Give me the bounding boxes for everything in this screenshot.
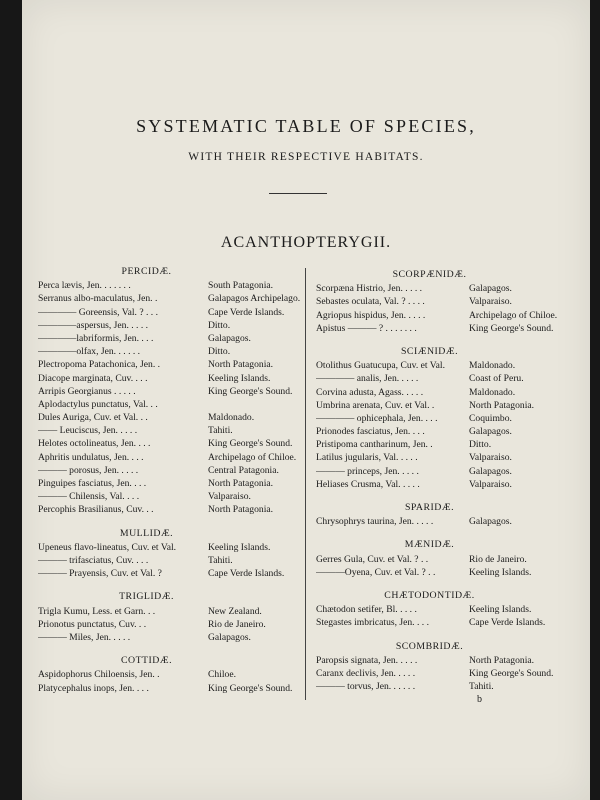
habitat: Tahiti. — [208, 554, 233, 566]
species-name: ———— ophicephala, Jen. . . . — [316, 412, 438, 424]
habitat: Ditto. — [208, 319, 231, 331]
family-heading: TRIGLIDÆ. — [119, 591, 174, 603]
species-row — [38, 477, 303, 490]
species-row — [316, 295, 591, 308]
species-name: ————labriformis, Jen. . . . — [38, 332, 154, 344]
species-row — [316, 603, 591, 616]
species-row — [316, 465, 591, 478]
habitat: Cape Verde Islands. — [208, 568, 285, 580]
species-row — [38, 385, 303, 398]
species-name: —— Leuciscus, Jen. . . . . — [38, 425, 138, 437]
species-row — [38, 345, 303, 358]
species-row — [38, 306, 303, 319]
species-row — [38, 437, 303, 450]
habitat: Keeling Islands. — [208, 372, 271, 384]
habitat: South Patagonia. — [208, 280, 274, 292]
habitat: Central Patagonia. — [208, 464, 279, 476]
species-name: Platycephalus inops, Jen. . . . — [38, 682, 149, 694]
species-name: Prionotus punctatus, Cuv. . . — [38, 618, 147, 630]
species-name: ————aspersus, Jen. . . . . — [38, 319, 149, 331]
right-column — [305, 268, 591, 700]
species-row — [38, 554, 303, 567]
habitat: Tahiti. — [469, 681, 494, 693]
family-heading: SCIÆNIDÆ. — [400, 345, 459, 357]
species-row — [316, 515, 591, 528]
species-name: Heliases Crusma, Val. . . . . — [316, 478, 420, 490]
habitat: Coast of Peru. — [469, 373, 524, 385]
book-page — [22, 0, 590, 800]
habitat: Galapagos. — [469, 516, 512, 528]
habitat: Galapagos. — [469, 465, 512, 477]
habitat: North Patagonia. — [208, 359, 274, 371]
species-name: ————olfax, Jen. . . . . . — [38, 346, 141, 358]
species-name: Chætodon setifer, Bl. . . . . — [316, 604, 417, 616]
species-name: Perca lævis, Jen. . . . . . . — [38, 280, 131, 292]
species-row — [38, 567, 303, 580]
species-row — [38, 372, 303, 385]
species-name: Aplodactylus punctatus, Val. . . — [38, 398, 158, 410]
species-row — [38, 319, 303, 332]
species-row — [38, 424, 303, 437]
species-row — [316, 553, 591, 566]
species-row — [316, 616, 591, 629]
habitat: Valparaiso. — [469, 296, 512, 308]
family-heading: SCOMBRIDÆ. — [395, 640, 464, 652]
species-name: Dules Auriga, Cuv. et Val. . . — [38, 412, 148, 424]
order-heading: ACANTHOPTERYGII. — [220, 234, 392, 251]
page-subtitle: WITH THEIR RESPECTIVE HABITATS. — [188, 151, 424, 163]
species-name: Helotes octolineatus, Jen. . . . — [38, 438, 151, 450]
family-heading: SPARIDÆ. — [404, 502, 455, 514]
species-row — [38, 503, 303, 516]
species-row — [316, 654, 591, 667]
habitat: King George's Sound. — [208, 438, 293, 450]
habitat: Galapagos Archipelago. — [208, 293, 301, 305]
species-name: ———Oyena, Cuv. et Val. ? . . — [316, 566, 436, 578]
left-column — [38, 265, 303, 695]
species-name: Prionodes fasciatus, Jen. . . . — [316, 426, 425, 438]
species-name: Plectropoma Patachonica, Jen. . — [38, 359, 161, 371]
habitat: Archipelago of Chiloe. — [469, 309, 558, 321]
habitat: Valparaiso. — [208, 491, 251, 503]
species-row — [38, 451, 303, 464]
species-row — [38, 668, 303, 681]
species-name: Sebastes oculata, Val. ? . . . . — [316, 296, 425, 308]
habitat: North Patagonia. — [208, 478, 274, 490]
species-row — [316, 438, 591, 451]
species-row — [316, 478, 591, 491]
species-row — [316, 399, 591, 412]
species-row — [316, 680, 591, 693]
species-name: ——— Chilensis, Val. . . . — [38, 491, 140, 503]
habitat: Maldonado. — [469, 386, 516, 398]
habitat: King George's Sound. — [208, 385, 293, 397]
species-name: Upeneus flavo-lineatus, Cuv. et Val. — [38, 541, 177, 553]
family-heading: CHÆTODONTIDÆ. — [384, 590, 475, 601]
habitat: Maldonado. — [208, 412, 255, 424]
species-name: Pinguipes fasciatus, Jen. . . . — [38, 478, 147, 490]
species-row — [316, 359, 591, 372]
habitat: Rio de Janeiro. — [469, 553, 527, 565]
species-name: Serranus albo-maculatus, Jen. . — [38, 293, 158, 305]
habitat: Ditto. — [208, 346, 231, 358]
species-name: Corvina adusta, Agass. . . . . — [316, 386, 424, 398]
species-row — [38, 398, 303, 411]
species-name: ——— Miles, Jen. . . . . — [38, 631, 131, 643]
species-name: ——— porosus, Jen. . . . . — [38, 464, 139, 476]
species-row — [316, 412, 591, 425]
habitat: Valparaiso. — [469, 452, 512, 464]
species-row — [38, 490, 303, 503]
species-row — [38, 631, 303, 644]
habitat — [208, 398, 303, 411]
species-row — [38, 358, 303, 371]
habitat: King George's Sound. — [469, 322, 554, 334]
habitat: Galapagos. — [208, 631, 251, 643]
species-name: ——— Prayensis, Cuv. et Val. ? — [38, 568, 162, 580]
species-row — [316, 425, 591, 438]
habitat: Cape Verde Islands. — [469, 617, 546, 629]
habitat: Rio de Janeiro. — [208, 618, 266, 630]
species-row — [316, 451, 591, 464]
species-row — [38, 292, 303, 305]
species-name: Paropsis signata, Jen. . . . . — [316, 654, 418, 666]
species-name: Aspidophorus Chiloensis, Jen. . — [38, 669, 160, 681]
habitat: Maldonado. — [469, 360, 516, 372]
species-row — [316, 667, 591, 680]
species-name: Trigla Kumu, Less. et Garn. . . — [38, 605, 156, 617]
habitat: Tahiti. — [208, 425, 233, 437]
habitat: Archipelago of Chiloe. — [208, 451, 297, 463]
species-name: Otolithus Guatucupa, Cuv. et Val. — [316, 360, 445, 372]
species-row — [316, 309, 591, 322]
species-name: Aphritis undulatus, Jen. . . . — [38, 451, 144, 463]
habitat: King George's Sound. — [469, 667, 554, 679]
family-heading: MÆNIDÆ. — [404, 539, 455, 551]
habitat: Keeling Islands. — [469, 566, 532, 578]
family-heading: COTTIDÆ. — [120, 655, 173, 667]
habitat: North Patagonia. — [469, 654, 535, 666]
habitat: Keeling Islands. — [469, 604, 532, 616]
species-row — [316, 322, 591, 335]
habitat: Galapagos. — [208, 332, 251, 344]
habitat: Ditto. — [469, 439, 492, 451]
habitat: Galapagos. — [469, 283, 512, 295]
habitat: North Patagonia. — [208, 504, 274, 516]
species-name: Chrysophrys taurina, Jen. . . . . — [316, 516, 434, 528]
habitat: North Patagonia. — [469, 399, 535, 411]
habitat: Galapagos. — [469, 426, 512, 438]
species-name: Scorpæna Histrio, Jen. . . . . — [316, 283, 423, 295]
species-name: Caranx declivis, Jen. . . . . — [316, 667, 416, 679]
species-row — [38, 605, 303, 618]
habitat: Cape Verde Islands. — [208, 306, 285, 318]
species-row — [38, 618, 303, 631]
species-name: ——— trifasciatus, Cuv. . . . — [38, 554, 149, 566]
page-title: SYSTEMATIC TABLE OF SPECIES, — [136, 116, 476, 136]
species-row — [38, 682, 303, 695]
species-name: Diacope marginata, Cuv. . . . — [38, 372, 148, 384]
species-name: ——— torvus, Jen. . . . . . — [316, 681, 416, 693]
family-heading: MULLIDÆ. — [119, 527, 174, 539]
species-name: Pristipoma cantharinum, Jen. . — [316, 439, 433, 451]
page-signature-letter: b — [477, 694, 482, 705]
species-name: Latilus jugularis, Val. . . . . — [316, 452, 418, 464]
species-name: Umbrina arenata, Cuv. et Val. . — [316, 399, 435, 411]
species-name: Agriopus hispidus, Jen. . . . . — [316, 309, 426, 321]
species-row — [316, 566, 591, 579]
habitat: Keeling Islands. — [208, 541, 271, 553]
species-row — [38, 411, 303, 424]
species-row — [316, 386, 591, 399]
species-row — [38, 332, 303, 345]
habitat: King George's Sound. — [208, 682, 293, 694]
family-heading: SCORPÆNIDÆ. — [392, 269, 467, 280]
habitat: Valparaiso. — [469, 478, 512, 490]
title-divider — [269, 193, 327, 194]
family-heading: PERCIDÆ. — [121, 266, 172, 277]
species-row — [316, 282, 591, 295]
species-name: Arripis Georgianus . . . . . — [38, 385, 136, 397]
species-name: ——— princeps, Jen. . . . . — [316, 465, 419, 477]
species-name: Gerres Gula, Cuv. et Val. ? . . — [316, 553, 429, 565]
species-name: Apistus ——— ? . . . . . . . — [316, 322, 417, 334]
species-name: ———— Goreensis, Val. ? . . . — [38, 306, 158, 318]
species-row — [38, 279, 303, 292]
species-name: Stegastes imbricatus, Jen. . . . — [316, 617, 429, 629]
habitat: Chiloe. — [208, 669, 236, 681]
habitat: New Zealand. — [208, 605, 262, 617]
habitat: Coquimbo. — [469, 412, 512, 424]
species-row — [316, 372, 591, 385]
species-name: ———— analis, Jen. . . . . — [316, 373, 419, 385]
species-name: Percophis Brasilianus, Cuv. . . — [38, 504, 154, 516]
species-row — [38, 541, 303, 554]
species-row — [38, 464, 303, 477]
